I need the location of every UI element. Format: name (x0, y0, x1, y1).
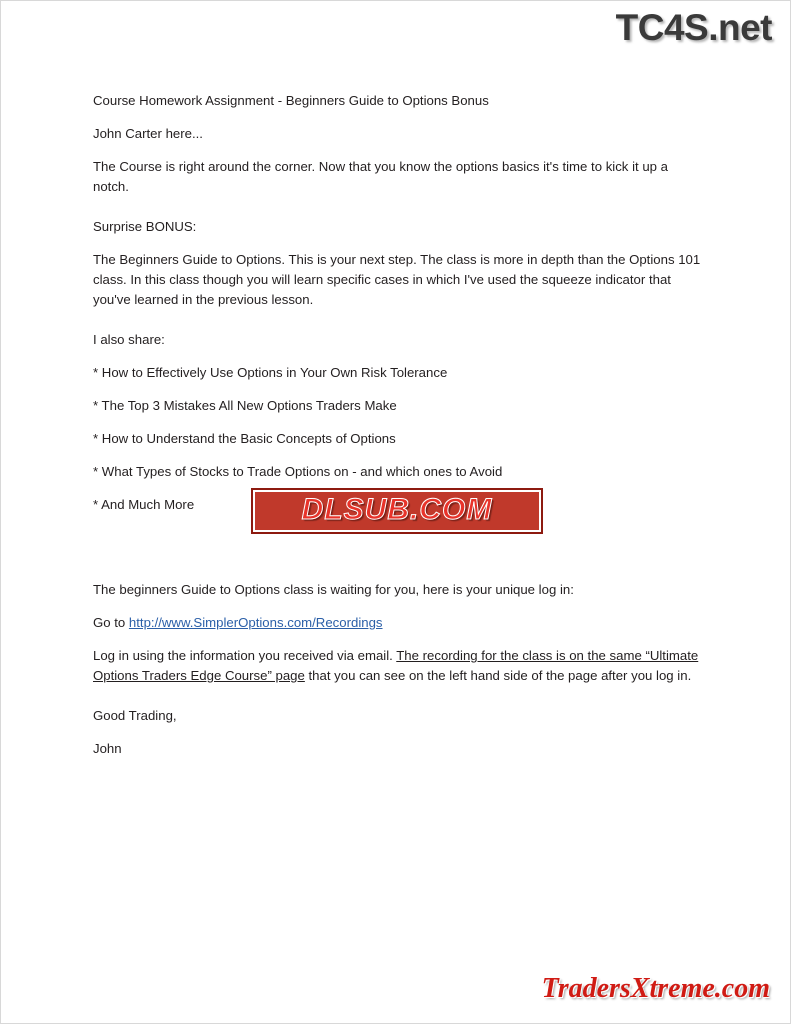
document-title: Course Homework Assignment - Beginners Guide to Options Bonus (93, 93, 489, 108)
watermark-center (253, 490, 541, 532)
watermark-bottom-right: TradersXtreme.com (541, 973, 770, 1004)
signature-line: John (93, 741, 122, 756)
login-suffix: that you can see on the left hand side of the page after you log in. (304, 668, 692, 683)
list-item: * How to Understand the Basic Concepts of Options (93, 431, 396, 446)
recordings-link[interactable]: http://www.SimplerOptions.com/Recordings (128, 615, 383, 630)
bonus-label: Surprise BONUS: (93, 219, 197, 234)
goto-prefix: Go to (93, 615, 129, 630)
waiting-line: The beginners Guide to Options class is waiting for you, here is your unique log in: (93, 582, 574, 597)
login-underlined-note: The recording for the class is on the same “Ultimate Options Traders Edge Course” page (93, 648, 699, 683)
signoff-line: Good Trading, (93, 708, 177, 723)
watermark-spacer (93, 528, 703, 580)
list-item: * What Types of Stocks to Trade Options on - and which ones to Avoid (93, 464, 503, 479)
intro-paragraph: The Course is right around the corner. Now that you know the options basics it's time to kick it up a notch. (93, 159, 668, 194)
greeting-line: John Carter here... (93, 126, 203, 141)
list-item: * The Top 3 Mistakes All New Options Traders Make (93, 398, 397, 413)
document-body (93, 91, 703, 779)
list-item: * How to Effectively Use Options in Your Own Risk Tolerance (93, 365, 448, 380)
share-label: I also share: (93, 332, 165, 347)
bonus-body: The Beginners Guide to Options. This is your next step. The class is more in depth than the Options 101 class. In this class though you will learn specific cases in which I've used the squeeze indicator that you've learned in the previous lesson. (93, 252, 701, 307)
list-item: * And Much More (93, 497, 195, 512)
login-prefix: Log in using the information you received via email. (93, 648, 397, 663)
watermark-center-text: DLSUB.COM (301, 493, 493, 526)
login-instructions (93, 646, 703, 686)
watermark-top-right: TC4S.net (615, 7, 772, 48)
goto-line (93, 613, 703, 633)
